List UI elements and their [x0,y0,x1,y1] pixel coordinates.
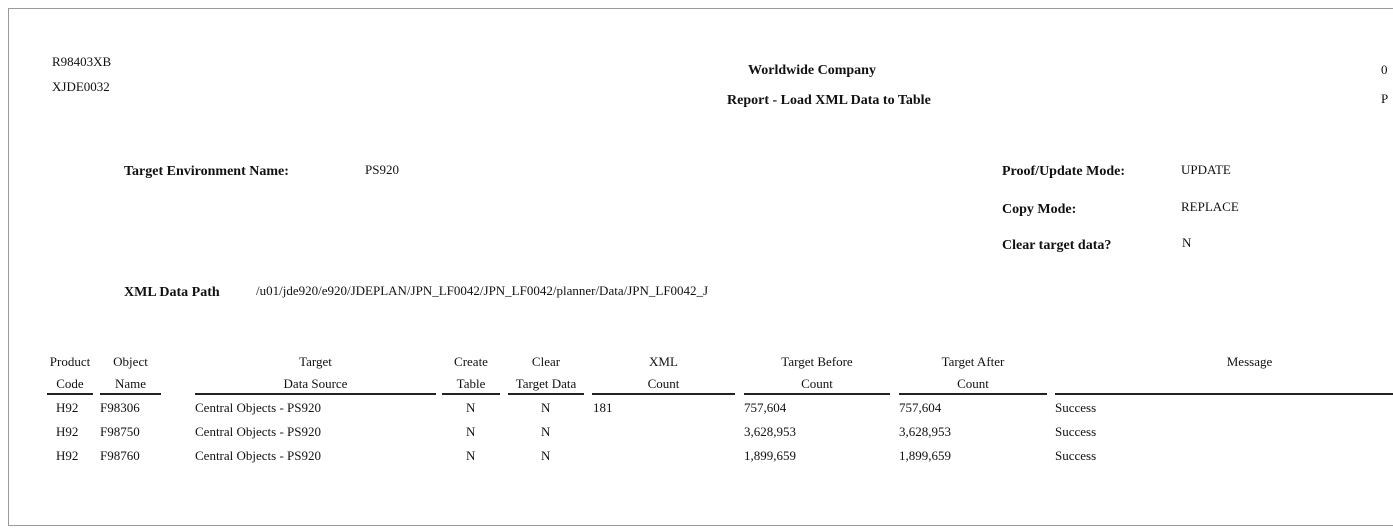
col-subheader-create: Table [442,376,500,395]
col-subheader-xml: Count [592,376,735,395]
cell-source: Central Objects - PS920 [195,400,322,415]
cell-clear: N [541,400,551,415]
cell-clear: N [541,448,551,463]
cell-create: N [466,424,476,439]
company-name: Worldwide Company [748,63,876,78]
cell-after-count: 757,604 [899,400,942,415]
cell-before-count: 3,628,953 [744,424,796,439]
cell-object: F98306 [100,400,140,415]
cell-after-count: 3,628,953 [899,424,951,439]
col-header-before: Target Before [781,354,853,369]
report-title: Report - Load XML Data to Table [727,93,931,108]
col-header-message: Message [1226,354,1273,369]
version-id: XJDE0032 [52,79,110,94]
cell-product: H92 [56,448,79,463]
col-header-after: Target After [941,354,1005,369]
cell-before-count: 1,899,659 [744,448,796,463]
xml-path-label: XML Data Path [124,285,220,300]
xml-path-value: /u01/jde920/e920/JDEPLAN/JPN_LF0042/JPN_LF0042/planner/Data/JPN_LF0042_J [256,283,709,298]
cell-source: Central Objects - PS920 [195,448,322,463]
cell-before-count: 757,604 [744,400,787,415]
table-row [9,448,1393,472]
col-subheader-message [1055,376,1393,395]
col-subheader-before: Count [744,376,890,395]
cell-message: Success [1055,400,1097,415]
col-subheader-product: Code [47,376,93,395]
col-header-clear: Clear [531,354,561,369]
table-row [9,424,1393,448]
cell-xml-count: 181 [593,400,613,415]
cell-product: H92 [56,424,79,439]
col-header-xml: XML [649,354,678,369]
cell-message: Success [1055,424,1097,439]
col-subheader-clear: Target Data [508,376,584,395]
cell-clear: N [541,424,551,439]
right-cut-text-2: P [1381,91,1389,106]
report-id: R98403XB [52,54,112,69]
col-header-product: Product [49,354,91,369]
cell-after-count: 1,899,659 [899,448,951,463]
clear-target-value: N [1182,235,1192,250]
cell-create: N [466,400,476,415]
table-row [9,400,1393,424]
report-page [8,8,1393,526]
col-subheader-object: Name [100,376,161,395]
env-label: Target Environment Name: [124,164,289,179]
mode-value: UPDATE [1181,162,1231,177]
cell-object: F98760 [100,448,140,463]
cell-message: Success [1055,448,1097,463]
col-header-create: Create [454,354,488,369]
copy-mode-value: REPLACE [1181,199,1239,214]
cell-object: F98750 [100,424,140,439]
cell-create: N [466,448,476,463]
col-subheader-target: Data Source [195,376,436,395]
copy-mode-label: Copy Mode: [1002,202,1077,217]
cell-product: H92 [56,400,79,415]
right-cut-text-1: 0 [1381,62,1388,77]
col-subheader-after: Count [899,376,1047,395]
clear-target-label: Clear target data? [1002,238,1112,253]
env-value: PS920 [365,162,399,177]
col-header-object: Object [113,354,148,369]
col-header-target: Target [299,354,332,369]
mode-label: Proof/Update Mode: [1002,164,1125,179]
cell-source: Central Objects - PS920 [195,424,322,439]
